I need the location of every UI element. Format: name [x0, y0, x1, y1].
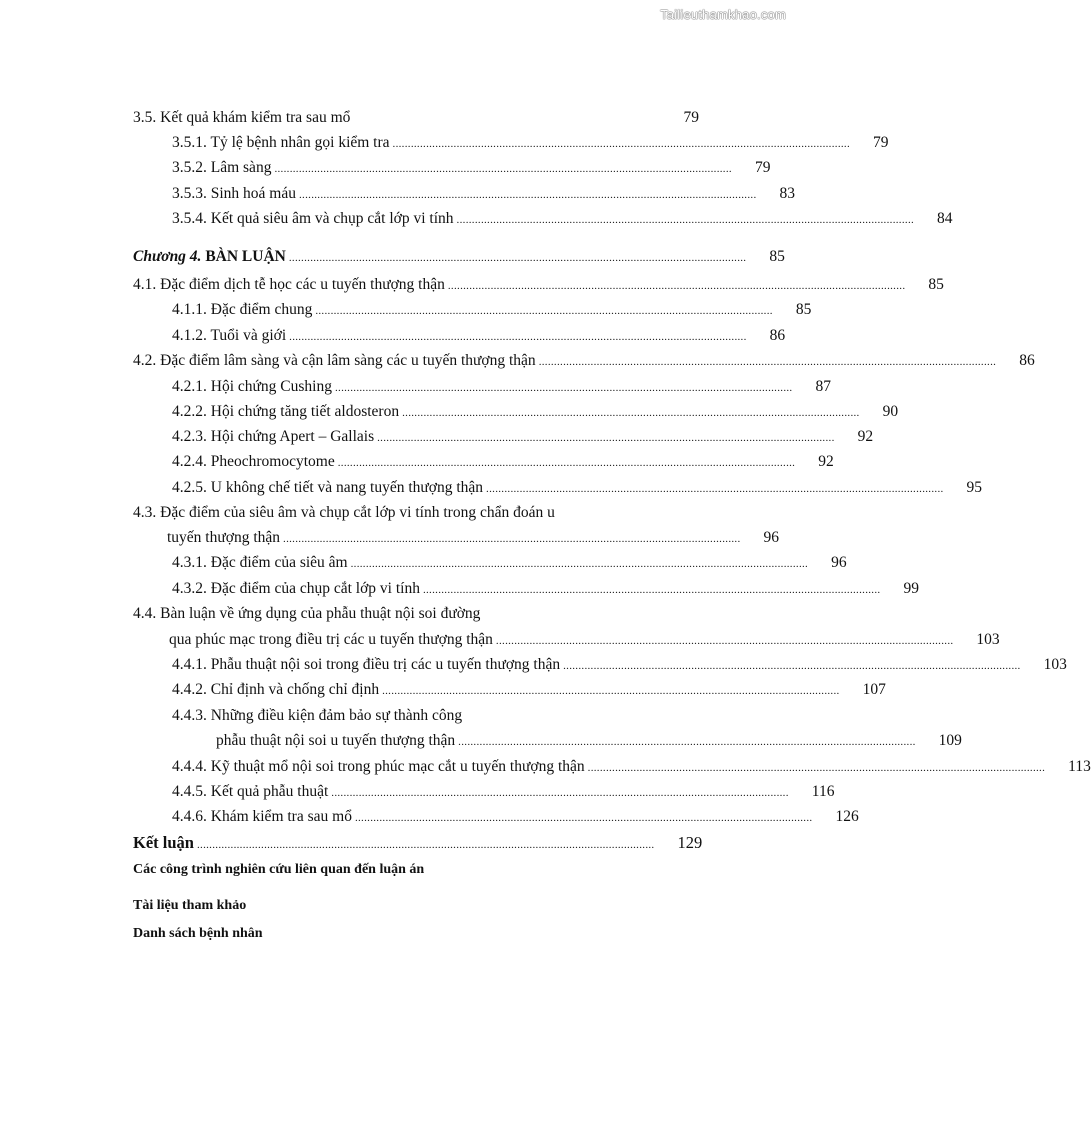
toc-label: 4.2.5. U không chế tiết và nang tuyến thượng thận — [172, 479, 484, 496]
toc-entry-4-4-3-cont[interactable] — [216, 730, 962, 752]
toc-entry-4-4[interactable] — [133, 603, 699, 625]
toc-label: 4.3. Đặc điểm của siêu âm và chụp cắt lớp vi tính trong chẩn đoán u — [133, 504, 555, 521]
toc-page: 107 — [862, 681, 886, 698]
toc-label: 3.5.3. Sinh hoá máu — [172, 185, 296, 202]
toc-entry-4-3[interactable] — [133, 502, 699, 524]
toc-page: 129 — [677, 833, 703, 852]
toc-entry-4-2-2[interactable] — [172, 401, 899, 423]
toc-page: 79 — [683, 109, 699, 126]
toc-label: 3.5. Kết quả khám kiểm tra sau mổ — [133, 109, 351, 126]
toc-page: 103 — [1043, 656, 1067, 673]
toc-label: qua phúc mạc trong điều trị các u tuyến thượng thận — [169, 631, 493, 648]
toc-label: 3.5.2. Lâm sàng — [172, 159, 272, 176]
toc-label: 4.1.1. Đặc điểm chung — [172, 301, 313, 318]
dot-leader: ...................................................................................................................................................... — [334, 382, 793, 394]
toc-label: Kết luận — [133, 833, 194, 852]
toc-entry-3-5-4[interactable] — [172, 208, 953, 230]
toc-page: 95 — [966, 479, 983, 496]
dot-leader: ...................................................................................................................................................... — [289, 331, 747, 343]
dot-leader: ...................................................................................................................................................... — [456, 214, 915, 226]
toc-entry-4-3-cont[interactable] — [167, 527, 780, 549]
toc-page: 86 — [1019, 352, 1035, 369]
toc-page: 109 — [938, 732, 962, 749]
watermark: Tailieuthamkhao.com — [660, 7, 786, 22]
toc-entry-chapter-4[interactable] — [133, 246, 785, 268]
toc-page: 99 — [903, 580, 919, 597]
chapter-heading — [133, 246, 286, 268]
toc-label: phẫu thuật nội soi u tuyến thượng thận — [216, 732, 456, 749]
toc-page: 96 — [831, 554, 847, 571]
toc-entry-4-1[interactable] — [133, 274, 944, 296]
toc-entry-4-3-1[interactable] — [172, 552, 847, 574]
toc-entry-4-2-3[interactable] — [172, 426, 874, 448]
dot-leader: ...................................................................................................................................................... — [458, 736, 916, 748]
toc-entry-4-4-2[interactable] — [172, 679, 886, 701]
toc-page: 90 — [882, 403, 899, 420]
toc-page: 85 — [928, 276, 944, 293]
dot-leader: ...................................................................................................................................................... — [587, 762, 1046, 774]
toc-label: 4.2.2. Hội chứng tăng tiết aldosteron — [172, 403, 400, 420]
toc-label: 4.2.3. Hội chứng Apert – Gallais — [172, 428, 375, 445]
chapter-prefix: Chương 4. — [133, 248, 202, 265]
dot-leader: ...................................................................................................................................................... — [402, 407, 860, 419]
toc-page: 83 — [779, 185, 795, 202]
toc-entry-4-4-5[interactable] — [172, 781, 835, 803]
toc-page: 116 — [811, 783, 835, 800]
chapter-title: BÀN LUẬN — [205, 248, 286, 265]
toc-entry-4-4-4[interactable] — [172, 756, 1091, 778]
dot-leader: ...................................................................................................................................................... — [350, 558, 809, 570]
toc-label: 4.1. Đặc điểm dịch tễ học các u tuyến thượng thận — [133, 276, 445, 293]
toc-label: 4.4.5. Kết quả phẫu thuật — [172, 783, 329, 800]
toc-entry-4-2-4[interactable] — [172, 451, 834, 473]
toc-page: 103 — [976, 631, 1000, 648]
toc-entry-3-5-2[interactable] — [172, 157, 771, 179]
toc-page: 85 — [769, 248, 785, 265]
toc-page: 92 — [857, 428, 874, 445]
patient-list-heading[interactable]: Danh sách bệnh nhân — [133, 926, 263, 941]
dot-leader: ...................................................................................................................................................... — [447, 280, 906, 292]
toc-label: 4.3.2. Đặc điểm của chụp cắt lớp vi tính — [172, 580, 420, 597]
toc-page: 96 — [763, 529, 780, 546]
dot-leader: ...................................................................................................................................................... — [315, 305, 773, 317]
toc-label: 4.4.3. Những điều kiện đảm bảo sự thành công — [172, 707, 463, 724]
toc-entry-4-4-cont[interactable] — [169, 629, 1000, 651]
dot-leader: ...................................................................................................................................................... — [392, 138, 851, 150]
toc-page: 87 — [815, 378, 831, 395]
dot-leader: ...................................................................................................................................................... — [354, 812, 813, 824]
toc-label: tuyến thượng thận — [167, 529, 281, 546]
toc-page: 85 — [795, 301, 812, 318]
toc-label: 4.1.2. Tuổi và giới — [172, 327, 287, 344]
toc-label: 4.3.1. Đặc điểm của siêu âm — [172, 554, 348, 571]
toc-page: 126 — [835, 808, 859, 825]
toc-label: 4.4. Bàn luận về ứng dụng của phẫu thuật nội soi đường — [133, 605, 481, 622]
toc-entry-4-4-1[interactable] — [172, 654, 1067, 676]
toc-entry-4-4-3[interactable] — [172, 705, 699, 727]
toc-page: 92 — [818, 453, 834, 470]
toc-label: 4.4.6. Khám kiểm tra sau mổ — [172, 808, 352, 825]
toc-page: 79 — [873, 134, 889, 151]
toc-entry-4-3-2[interactable] — [172, 578, 919, 600]
toc-label: 3.5.4. Kết quả siêu âm và chụp cắt lớp vi tính — [172, 210, 454, 227]
toc-entry-4-4-6[interactable] — [172, 806, 859, 828]
references-heading[interactable]: Tài liệu tham khảo — [133, 898, 247, 913]
toc-entry-3-5-3[interactable] — [172, 183, 795, 205]
dot-leader: ...................................................................................................................................................... — [495, 635, 954, 647]
toc-label: 4.2. Đặc điểm lâm sàng và cận lâm sàng các u tuyến thượng thận — [133, 352, 536, 369]
toc-label: 4.2.1. Hội chứng Cushing — [172, 378, 332, 395]
toc-entry-4-1-2[interactable] — [172, 325, 786, 347]
toc-label: 4.4.2. Chỉ định và chống chỉ định — [172, 681, 380, 698]
dot-leader: ...................................................................................................................................................... — [274, 163, 732, 175]
toc-entry-3-5-1[interactable] — [172, 132, 889, 154]
toc-label: 4.2.4. Pheochromocytome — [172, 453, 335, 470]
toc-label: 4.4.4. Kỹ thuật mổ nội soi trong phúc mạc cắt u tuyến thượng thận — [172, 758, 585, 775]
dot-leader: ...................................................................................................................................................... — [331, 787, 789, 799]
dot-leader: ...................................................................................................................................................... — [337, 457, 796, 469]
dot-leader: ...................................................................................................................................................... — [382, 685, 840, 697]
toc-page: 113 — [1068, 758, 1091, 775]
dot-leader: ...................................................................................................................................................... — [377, 432, 835, 444]
toc-entry-4-2-1[interactable] — [172, 376, 831, 398]
dot-leader: ...................................................................................................................................................... — [283, 533, 741, 545]
toc-label: 4.4.1. Phẫu thuật nội soi trong điều trị các u tuyến thượng thận — [172, 656, 561, 673]
toc-entry-conclusion[interactable] — [133, 832, 703, 854]
dot-leader: ...................................................................................................................................................... — [486, 483, 944, 495]
dot-leader: ...................................................................................................................................................... — [563, 660, 1021, 672]
toc-page: 86 — [769, 327, 786, 344]
toc-entry-4-1-1[interactable] — [172, 299, 812, 321]
toc-page: 84 — [937, 210, 953, 227]
dot-leader: ...................................................................................................................................................... — [288, 252, 747, 264]
toc-entry-3-5[interactable] — [133, 107, 699, 129]
toc-entry-4-2[interactable] — [133, 350, 1035, 372]
toc-entry-4-2-5[interactable] — [172, 477, 983, 499]
dot-leader: ...................................................................................................................................................... — [299, 189, 757, 201]
toc-page: 79 — [754, 159, 771, 176]
dot-leader: ...................................................................................................................................................... — [196, 839, 655, 851]
dot-leader: ...................................................................................................................................................... — [422, 584, 881, 596]
toc-label: 3.5.1. Tỷ lệ bệnh nhân gọi kiểm tra — [172, 134, 390, 151]
publications-heading[interactable]: Các công trình nghiên cứu liên quan đến luận án — [133, 862, 425, 877]
dot-leader: ...................................................................................................................................................... — [538, 356, 997, 368]
